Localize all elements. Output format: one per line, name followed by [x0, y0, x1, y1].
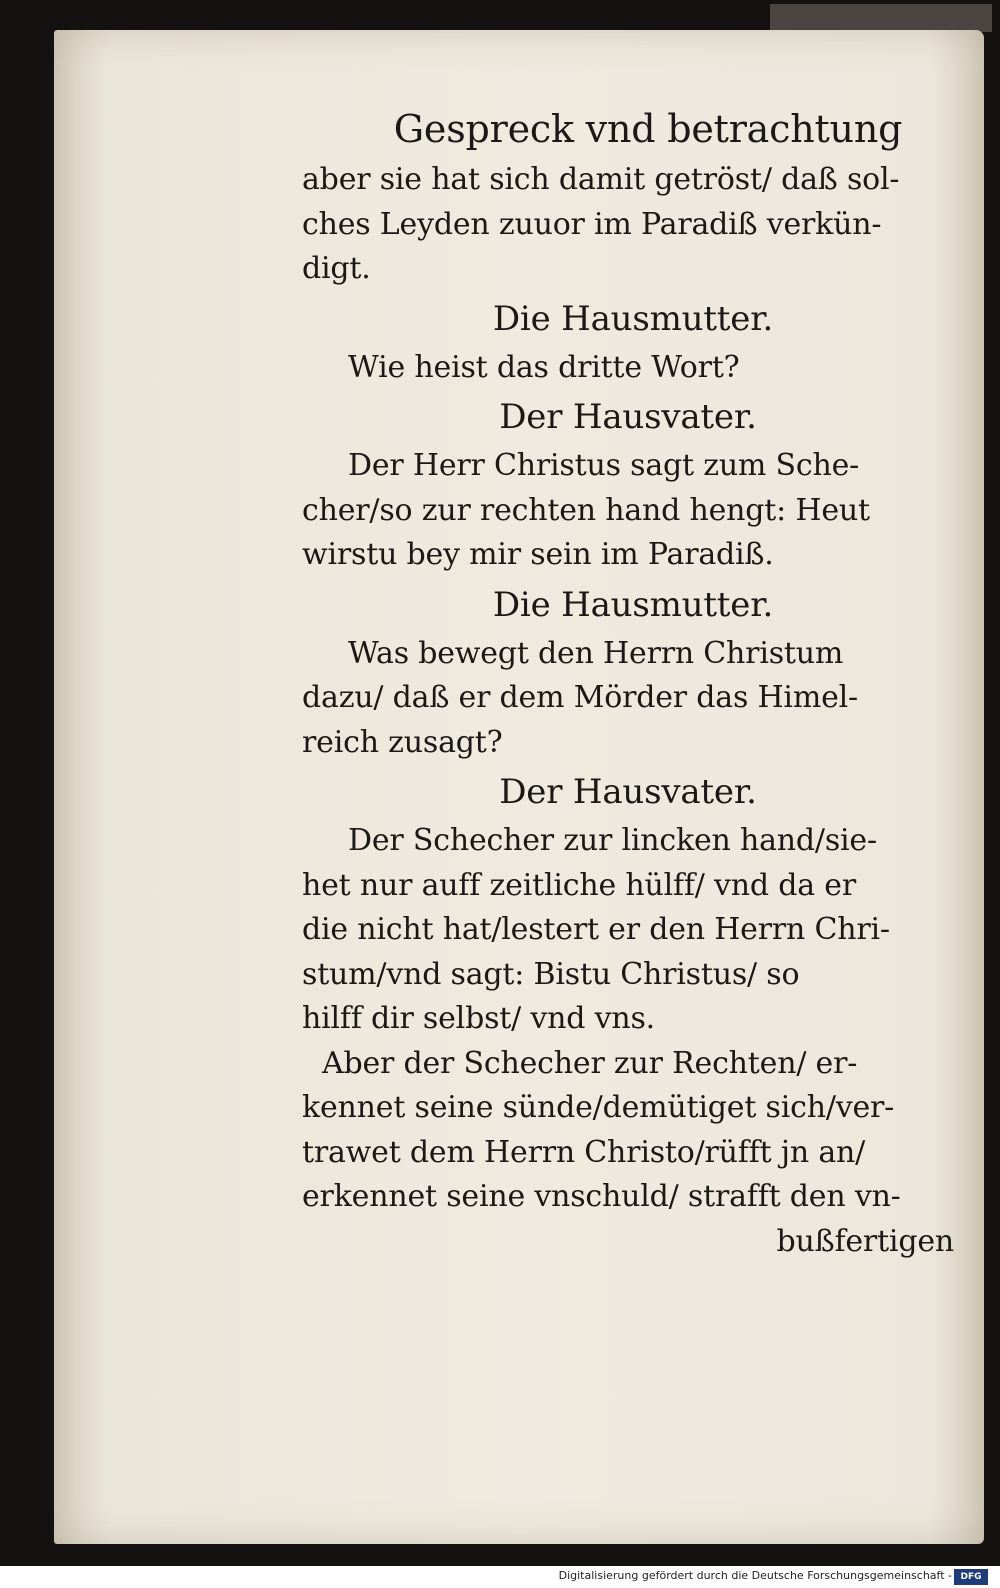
text-line: Der Schecher zur lincken hand/sie-: [348, 823, 877, 858]
dfg-logo: DFG: [954, 1569, 988, 1585]
text-line: kennet seine sünde/demütiget sich/ver-: [302, 1090, 895, 1125]
text-line: digt.: [302, 251, 371, 286]
speaker-heading: Die Hausmutter.: [492, 584, 774, 625]
text-line: Wie heist das dritte Wort?: [348, 349, 740, 385]
text-line: aber sie hat sich damit getröst/ daß sol-: [302, 162, 900, 197]
speaker-heading: Der Hausvater.: [499, 772, 757, 812]
book-page: [54, 30, 984, 1544]
text-line: erkennet seine vnschuld/ strafft den vn-: [302, 1179, 901, 1214]
text-line: Der Herr Christus sagt zum Sche-: [348, 448, 860, 483]
page-text: [302, 100, 954, 1264]
speaker-heading: Die Hausmutter.: [492, 298, 774, 339]
text-line: dazu/ daß er dem Mörder das Himel-: [302, 680, 858, 715]
text-line: die nicht hat/lestert er den Herrn Chri-: [302, 912, 890, 947]
text-line: cher/so zur rechten hand hengt: Heut: [302, 492, 870, 528]
text-line: Aber der Schecher zur Rechten/ er-: [322, 1045, 858, 1081]
text-line: Was bewegt den Herrn Christum: [348, 635, 844, 671]
text-line: wirstu bey mir sein im Paradiß.: [302, 537, 774, 572]
next-page-edge: [770, 4, 992, 32]
text-line: ches Leyden zuuor im Paradiß verkün-: [302, 206, 882, 242]
funding-credit: Digitalisierung gefördert durch die Deutsche Forschungsgemeinschaft -: [558, 1569, 952, 1582]
text-line: hilff dir selbst/ vnd vns.: [302, 1001, 655, 1036]
text-line: het nur auff zeitliche hülff/ vnd da er: [302, 867, 856, 903]
text-line: trawet dem Herrn Christo/rüfft jn an/: [302, 1134, 866, 1170]
running-head: Gespreck vnd betrachtung: [393, 107, 903, 151]
text-line: stum/vnd sagt: Bistu Christus/ so: [302, 956, 800, 992]
text-line: reich zusagt?: [302, 724, 503, 760]
speaker-heading: Der Hausvater.: [499, 397, 757, 437]
digitization-footer: [0, 1566, 1000, 1588]
catchword: bußfertigen: [776, 1223, 954, 1259]
